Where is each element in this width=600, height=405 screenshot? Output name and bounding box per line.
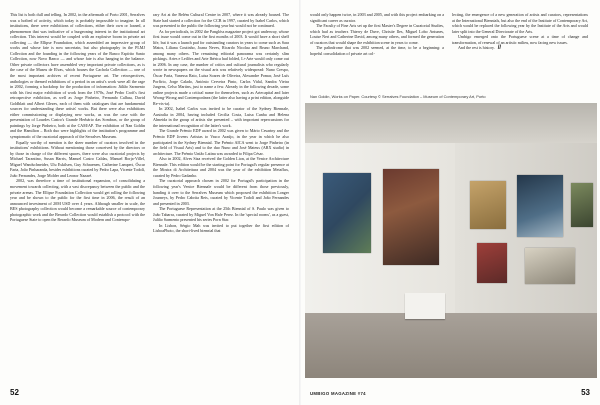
right-page [300, 0, 600, 405]
left-column-1 [10, 12, 145, 223]
paragraph: rary Art at the Belém Cultural Centre in 2007, where it was already housed. The State had started a collection for the CCB in 1997, curated by Isabel Carlos, which was presented to the public the following year but would not be continued. [153, 12, 289, 29]
page-number-right: 53 [581, 388, 590, 397]
paragraph: The curatorial approach chosen in 2002 for Portugal's participation in the following year's Venice Biennale would be different from those previously, handing it over to the Serralves Museum which proposed the exhibition Longer Journeys, by Pedro Cabrita Reis, curated by Vicente Todolí and João Fernandes and presented in 2003. [153, 178, 289, 206]
paragraph: This list is both dull and telling. In 2002, in the aftermath of Porto 2001, Serralves was a hotbed of activity, which today is probably impossible to imagine. In all institutions, there were exhibitions of collections, either their own or loaned, a phenomenon that was indicative of a burgeoning interest in the institutional art collection. This interest would be coupled with an explosive boom in private art collecting — the Ellipse Foundation, which assembled an impressive group of works and whose fate is now uncertain, but also photography in the PLMJ Collection and the founding in the following years of the Banco Espírito Santo Collection, now Novo Banco — and whose fate is also hanging in the balance. Other private collectors have assembled very important private collections, as is the case of the Museu de Elvas, which houses the Cachola Collection — one of the most important archives of recent Portuguese art. The retrospectives, anthologies or themed exhibitions of a period in an artist's work were all the rage in 2002, forming a backdrop for the production of information: Júlião Sarmento with his first major exhibition of work from the 1970s, José Pedro Croft's first retrospective exhibition, as well as Jorge Pinheiro, Fernando Calhau, David Goldblatt and Albert Glezes, each of them with catalogues that are fundamental sources for understanding these artists' works. But there were also exhibitions either commissioning or displaying new works, as was the case with the presentation of Lourdes Castro's Grande Herbário das Sombras, or the group of paintings by Jorge Pinheiro, both at the CAM/AP. The exhibition of Nan Goldin and the Hamilton – Roth duo were highlights of the institution's programme and symptomatic of the curatorial approach of the Serralves Museum. [10, 12, 145, 140]
paragraph: would only happen twice, in 2003 and 2005, and with this project embarking on a significant career as curator. [310, 12, 444, 23]
right-column-2 [452, 12, 588, 52]
artwork [470, 181, 506, 229]
paragraph: As for periodicals, in 2002 the Panglóss magazine project got underway, whose first issue would come out in the first months of 2003. It would have a short shelf life, but it was a launch pad for outstanding curators in years to come such as Sara Matos, Liliana Coutinho, Joana Neves, Ricardo Nicolau and Bruno Marchand, among many others. The remaining editorial panorama was certainly slim pickings. Artes e Leilões and Arte Ibérica had folded, L+Arte would only come out in 2006. In any case, the number of critics and cultural journalists who regularly wrote in newspapers on the visual arts was relatively widespread: Nuno Crespo, Óscar Faria, Vanessa Rato, Luisa Soares de Oliveira, Alexandre Pomar, José Luís Porfírio, Jorge Calado, António Cerveira Pinto, Carlos Vidal, Sandra Vieira Jurgens, Celso Martins, just to name a few. Already in the following decade, some online projects made a critical name for themselves, such as Artecapital and later Wrong-Wrong and Contemporânea (the latter also having a print edition, alongside Re-vis-ta). [153, 28, 289, 106]
display-plinth [405, 293, 445, 319]
paragraph: The Faculty of Fine Arts set up the first Master's Degree in Curatorial Studies, which had as teachers Thierry de Duve, Christie Iles, Miguel Lobo Antunes, Louise Neri and Catherine David, among many others, and formed the generation of curators that would shape the exhibition scene in years to come. [310, 23, 444, 45]
gallery-ceiling [305, 103, 597, 143]
paragraph: In Lisbon, Sérgio Mah was invited to put together the first edition of LisboaPhoto, the short-lived biennial that [153, 222, 289, 234]
paragraph: Equally worthy of mention is the sheer number of curators involved in the institutions' exhibitions. Without mentioning those conceived by the directors or by those in charge of the different spaces, there were also curatorial projects by Michael Tarantino, Susan Harris, Manuel Castro Caldas, Manuel Borja-Villel, Miguel Wandschneider, Ulu Eskilsen, Guy Schraenen, Catherine Lampert, Óscar Faria, João Pinharanda, besides exhibitions curated by Pedro Lapa, Vicente Todolí, João Fernandes, Jorge Molder and Leonor Nazaré. [10, 139, 146, 178]
paragraph: The Grande Prémio EDP award in 2002 was given to Mário Cesariny and the Prémio EDP Jovens Artistas to Vasco Araújo, in the year in which he also participated in the Sydney Biennial. The Prémio AICA went to Jorge Pinheiro (in the field of Visual Arts) and to the duo Nuno and José Mateus (ARX studio) in architecture. The Prémio União Latina was awarded to Filipa César. [153, 128, 289, 156]
end-mark: // [497, 45, 502, 52]
artwork [477, 243, 507, 283]
gallery-floor [305, 313, 597, 378]
running-head: UMBIGO MAGAZINE #74 [310, 391, 366, 396]
paragraph: The Portuguese Representation at the 25th Biennial of S. Paulo was given to João Tabarra, curated by Miguel Von Hafe Perez. In the 'special rooms', as a guest, Julião Sarmento presented his series Porn Star. [153, 206, 289, 223]
paragraph [452, 45, 588, 52]
paragraph: Also in 2002, Alves Siza received the Golden Lion, at the Venice Architecture Biennale. This edition would be the starting point for Portugal's regular presence at the Mostra di Architettura and 2004 was the year of the exhibition Metaflux, curated by Pedro Gadanho. [153, 156, 289, 178]
paragraph: 2002, was therefore a time of institutional expansion, of consolidating a movement towards collecting, with a vast discrepancy between the public and the private arenas. The Ellipse Foundation Collection would get rolling the following year and be shown to the public for the first time in 2006, the result of an announced investment of 20M USD over 4 years. Although smaller in scale, the BES photography collection would become a remarkable source of contemporary photographic work and the Berardo Collection would establish a protocol with the Portuguese State to open the Berardo Museum of Modern and Contempo- [10, 178, 145, 223]
page-number-left: 52 [10, 388, 19, 397]
paragraph: In 2002, Isabel Carlos was invited to be curator of the Sydney Biennale, Australia in 2004, having included Cecilia Costa, Luisa Cunha and Helena Almeida in the group of artists she presented – with important repercussions for the international recognition of the latter's work. [153, 106, 289, 128]
paragraph: lecting, the emergence of a new generation of artists and curators, representations at the International Biennials, but also the end of the Institute of Contemporary Art, which would be replaced the following year by the Institute of the Arts and would later split into the General Directorate of the Arts. [452, 12, 588, 34]
paragraph: The palindrome that was 2002 seemed, at the time, to be a beginning: a hopeful consolidation of private art col- [310, 45, 444, 56]
right-column-1 [310, 12, 444, 56]
closing-line: And the rest is history. [458, 45, 495, 51]
artwork [517, 175, 563, 237]
left-column-2 [153, 12, 289, 234]
photo-caption: Nan Goldin, Works on Paper. Courtesy © Serralves Foundation – Museum of Contemporary Art, Porto [310, 94, 486, 99]
gallery-photo [305, 103, 597, 378]
artwork [383, 169, 439, 265]
artwork [525, 248, 575, 284]
artwork [323, 173, 371, 253]
paragraph: Umbigo emerged onto the Portuguese scene at a time of change and transformation, of renewal of an artistic milieu, now facing new issues. [452, 34, 588, 45]
artwork [571, 183, 593, 227]
